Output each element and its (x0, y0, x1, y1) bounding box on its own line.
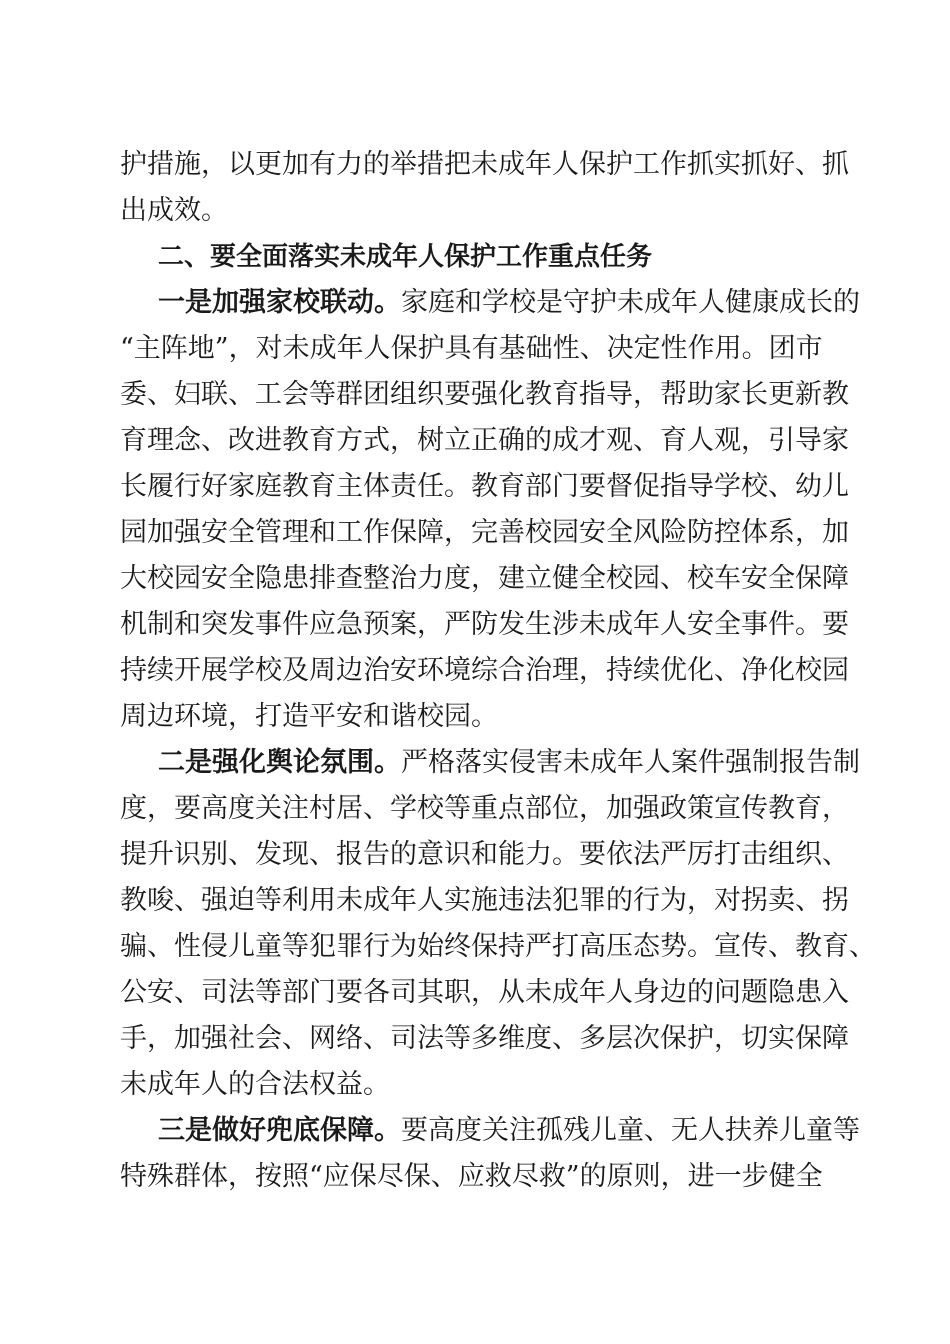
text-line: 护措施，以更加有力的举措把未成年人保护工作抓实抓好、抓 (120, 149, 849, 180)
text-line: 度，要高度关注村居、学校等重点部位，加强政策宣传教育， (120, 793, 849, 824)
text-line: 周边环境，打造平安和谐校园。 (120, 701, 498, 732)
paragraph-first-line (158, 1108, 860, 1154)
text-line: 特殊群体，按照“应保尽保、应救尽救”的原则，进一步健全 (120, 1161, 823, 1192)
text-line: 持续开展学校及周边治安环境综合治理，持续优化、净化校园 (120, 655, 849, 686)
text-line: 大校园安全隐患排查整治力度，建立健全校园、校车安全保障 (120, 563, 849, 594)
paragraph-first-line (158, 280, 860, 326)
text-line: 出成效。 (120, 195, 228, 226)
item-lead: 二是强化舆论氛围。 (158, 747, 401, 778)
text-line: 园加强安全管理和工作保障，完善校园安全风险防控体系，加 (120, 517, 849, 548)
text-line: 公安、司法等部门要各司其职，从未成年人身边的问题隐患入 (120, 977, 849, 1008)
text-line: 机制和突发事件应急预案，严防发生涉未成年人安全事件。要 (120, 609, 849, 640)
text-line: 提升识别、发现、报告的意识和能力。要依法严厉打击组织、 (120, 839, 849, 870)
text-line: 育理念、改进教育方式，树立正确的成才观、育人观，引导家 (120, 425, 849, 456)
item-lead: 一是加强家校联动。 (158, 287, 401, 318)
text-line: 长履行好家庭教育主体责任。教育部门要督促指导学校、幼儿 (120, 471, 849, 502)
item-text: 家庭和学校是守护未成年人健康成长的 (401, 287, 860, 318)
text-line: 委、妇联、工会等群团组织要强化教育指导，帮助家长更新教 (120, 379, 849, 410)
item-text: 严格落实侵害未成年人案件强制报告制 (401, 747, 860, 778)
text-line: 手，加强社会、网络、司法等多维度、多层次保护，切实保障 (120, 1023, 849, 1054)
item-text: 要高度关注孤残儿童、无人扶养儿童等 (401, 1115, 860, 1146)
text-line: 教唆、强迫等利用未成年人实施违法犯罪的行为，对拐卖、拐 (120, 885, 849, 916)
text-line: 骗、性侵儿童等犯罪行为始终保持严打高压态势。宣传、教育、 (120, 931, 876, 962)
text-line: 未成年人的合法权益。 (120, 1069, 390, 1100)
item-lead: 三是做好兜底保障。 (158, 1115, 401, 1146)
paragraph-first-line (158, 740, 860, 786)
text-line: “主阵地”，对未成年人保护具有基础性、决定性作用。团市 (120, 333, 823, 364)
section-heading: 二、要全面落实未成年人保护工作重点任务 (158, 242, 653, 272)
